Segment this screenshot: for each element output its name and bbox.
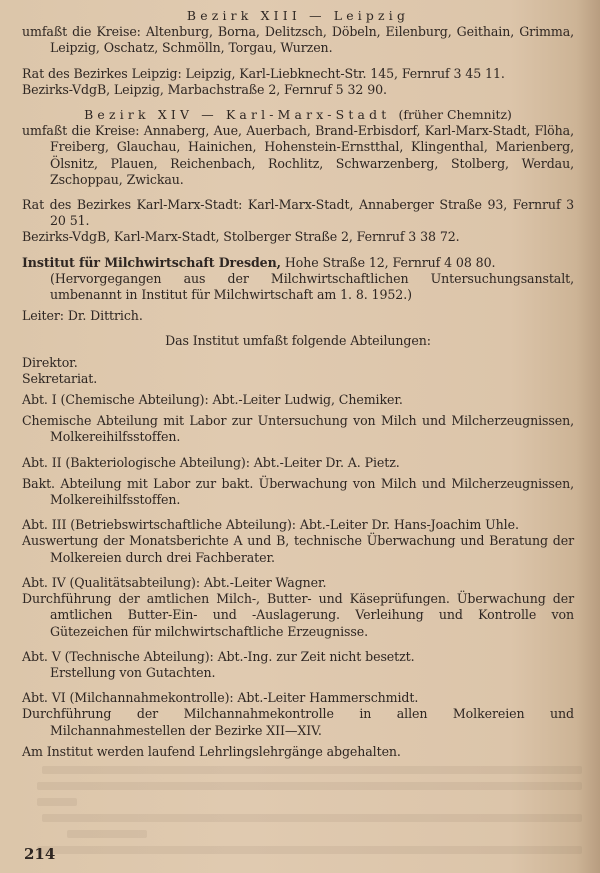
page-number: 214 xyxy=(24,845,56,863)
department-6-description: Durchführung der Milchannahmekontrolle in allen Molkereien und Milchannahmestellen der Bezirke XII—XIV. xyxy=(22,706,574,738)
department-3-title: Abt. III (Betriebswirtschaftliche Abteilung): Abt.-Leiter Dr. Hans-Joachim Uhle. xyxy=(22,517,519,533)
department-5-title: Abt. V (Technische Abteilung): Abt.-Ing. zur Zeit nicht besetzt. xyxy=(22,648,415,664)
district-14-rat: Rat des Bezirkes Karl-Marx-Stadt: Karl-Marx-Stadt, Annaberger Straße 93, Fernruf 3 20 51. xyxy=(22,197,574,229)
district-14-kreise: umfaßt die Kreise: Annaberg, Aue, Auerbach, Brand-Erbisdorf, Karl-Marx-Stadt, Flöha, Freiberg, Glauchau, Hainichen, Hohenstein-Ernstthal, Klingenthal, Marienberg, Ölsnitz, Plauen, Reichenbach, Rochlitz, Schwarzenberg, Stolberg, Werdau, Zschoppau, Zwickau. xyxy=(22,123,574,187)
institute-leiter: Leiter: Dr. Dittrich. xyxy=(22,308,143,324)
direktor: Direktor. xyxy=(22,354,78,370)
department-1-title: Abt. I (Chemische Abteilung): Abt.-Leiter Ludwig, Chemiker. xyxy=(22,392,403,408)
sekretariat: Sekretariat. xyxy=(22,370,98,386)
department-2-description: Bakt. Abteilung mit Labor zur bakt. Überwachung von Milch und Milcherzeugnissen, Molkereihilfsstoffen. xyxy=(22,475,574,508)
district-14-vdgb: Bezirks-VdgB, Karl-Marx-Stadt, Stolberger Straße 2, Fernruf 3 38 72. xyxy=(22,229,460,245)
department-5-description: Erstellung von Gutachten. xyxy=(50,664,216,680)
reverse-side-bleed-through xyxy=(22,762,582,858)
institute-header xyxy=(22,255,574,271)
department-6-title: Abt. VI (Milchannahmekontrolle): Abt.-Leiter Hammerschmidt. xyxy=(22,690,419,706)
institute-note: (Hervorgegangen aus der Milchwirtschaftlichen Untersuchungsanstalt, umbenannt in Institut für Milchwirtschaft am 1. 8. 1952.) xyxy=(50,270,574,303)
department-3-description: Auswertung der Monatsberichte A und B, technische Überwachung und Beratung der Molkereien durch drei Fachberater. xyxy=(22,533,574,565)
closing-note: Am Institut werden laufend Lehrlingslehrgänge abgehalten. xyxy=(22,743,401,759)
page-body xyxy=(22,8,574,760)
district-13-rat: Rat des Bezirkes Leipzig: Leipzig, Karl-Liebknecht-Str. 145, Fernruf 3 45 11. xyxy=(22,65,505,81)
department-2-title: Abt. II (Bakteriologische Abteilung): Abt.-Leiter Dr. A. Pietz. xyxy=(22,454,400,470)
district-14-heading xyxy=(22,107,574,123)
district-13-heading: Bezirk XIII — Leipzig xyxy=(186,8,410,23)
department-1-description: Chemische Abteilung mit Labor zur Untersuchung von Milch und Milcherzeugnissen, Molkereihilfsstoffen. xyxy=(22,413,574,445)
departments-intro: Das Institut umfaßt folgende Abteilungen: xyxy=(165,333,431,349)
district-13-kreise: umfaßt die Kreise: Altenburg, Borna, Delitzsch, Döbeln, Eilenburg, Geithain, Grimma, Leipzig, Oschatz, Schmölln, Torgau, Wurzen. xyxy=(22,24,574,56)
institute-address: Hohe Straße 12, Fernruf 4 08 80. xyxy=(284,254,496,270)
institute-name: Institut für Milchwirtschaft Dresden, xyxy=(22,254,281,270)
department-4-title: Abt. IV (Qualitätsabteilung): Abt.-Leiter Wagner. xyxy=(22,574,327,590)
district-14-note: (früher Chemnitz) xyxy=(398,107,512,123)
department-4-description: Durchführung der amtlichen Milch-, Butter- und Käseprüfungen. Überwachung der amtlichen Butter-Ein- und -Auslagerung. Verleihung und Kontrolle von Gütezeichen für milchwirtschaftliche Erzeugnisse. xyxy=(22,591,574,639)
district-14-title: Bezirk XIV — Karl-Marx-Stadt xyxy=(84,107,391,123)
district-13-vdgb: Bezirks-VdgB, Leipzig, Marbachstraße 2, Fernruf 5 32 90. xyxy=(22,81,387,97)
